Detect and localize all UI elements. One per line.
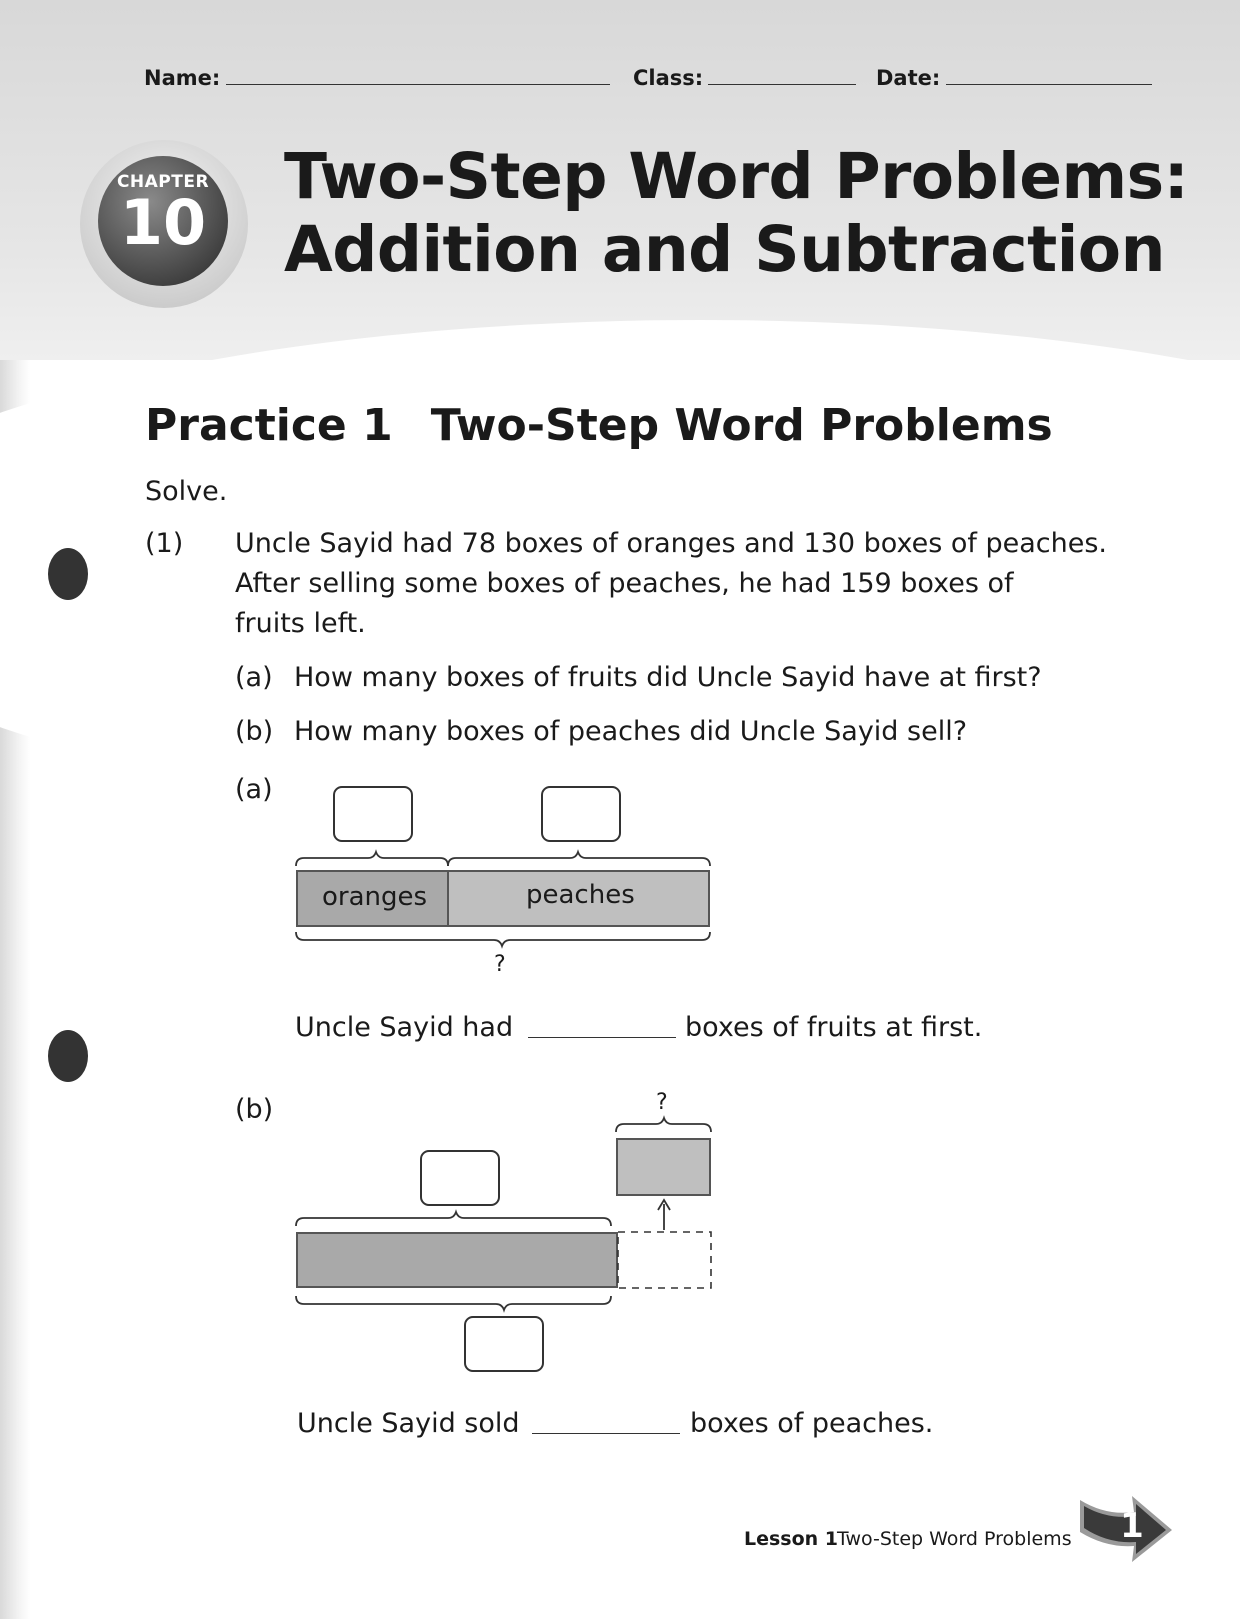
question-b-label: (b) (235, 716, 274, 747)
part-b-answer-blank[interactable] (532, 1433, 680, 1434)
part-a-answer-suffix: boxes of fruits at first. (685, 1012, 983, 1043)
sold-top-brace (616, 1118, 711, 1132)
removed-unknown-mark: ? (656, 1090, 668, 1115)
total-unknown-mark: ? (494, 952, 506, 977)
chapter-word: CHAPTER (116, 172, 210, 192)
name-label: Name: (144, 66, 221, 90)
problem-text-line-2: After selling some boxes of peaches, he had 159 boxes of (235, 568, 1014, 599)
oranges-bar-label: oranges (322, 882, 428, 912)
problem-number: (1) (145, 528, 184, 559)
question-a-label: (a) (235, 662, 273, 693)
date-label: Date: (876, 66, 941, 90)
problem-text-line-3: fruits left. (235, 608, 366, 639)
part-a-answer-prefix: Uncle Sayid had (295, 1012, 514, 1043)
removed-part-dashed-box (618, 1232, 711, 1288)
question-b-text: How many boxes of peaches did Uncle Sayid sell? (294, 716, 968, 747)
part-b-answer-suffix: boxes of peaches. (690, 1408, 934, 1439)
question-a-text: How many boxes of fruits did Uncle Sayid have at first? (294, 662, 1042, 693)
practice-label: Practice 1 (145, 400, 393, 451)
instruction: Solve. (145, 476, 228, 507)
part-a-label: (a) (235, 774, 273, 805)
page-number-badge (1076, 1490, 1176, 1566)
part-b-answer-prefix: Uncle Sayid sold (297, 1408, 520, 1439)
chapter-title-line-1: Two-Step Word Problems: (284, 140, 1189, 213)
page-number: 1 (1120, 1506, 1144, 1546)
peaches-bar-label: peaches (526, 880, 635, 910)
remaining-top-brace (296, 1212, 611, 1226)
remaining-bottom-brace (296, 1296, 611, 1310)
part-b-label: (b) (235, 1094, 274, 1125)
chapter-title-line-2: Addition and Subtraction (284, 213, 1165, 286)
problem-text-line-1: Uncle Sayid had 78 boxes of oranges and 130 boxes of peaches. (235, 528, 1107, 559)
class-label: Class: (633, 66, 704, 90)
footer-lesson-title: Two-Step Word Problems (837, 1528, 1072, 1550)
chapter-number: 10 (119, 186, 207, 259)
practice-title: Two-Step Word Problems (430, 400, 1053, 451)
footer-lesson: Lesson 1 (744, 1528, 839, 1550)
